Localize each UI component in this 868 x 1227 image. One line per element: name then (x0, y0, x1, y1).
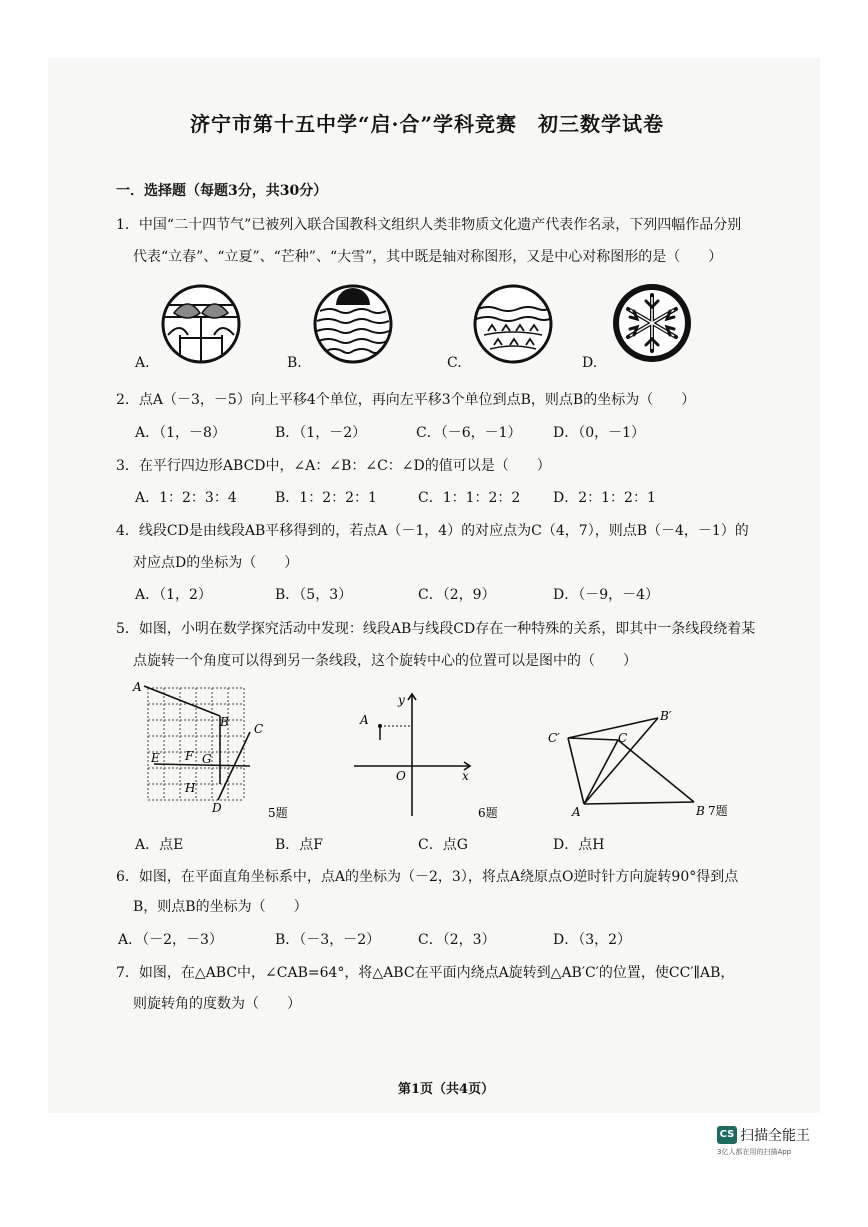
fig5-label-a: A (133, 680, 142, 694)
q5-option-b[interactable]: B．点F (275, 837, 324, 853)
scanner-watermark (717, 1124, 817, 1157)
q6-option-c[interactable]: C．（2，3） (418, 932, 496, 948)
q4-text-line1: 4．线段CD是由线段AB平移得到的，若点A（－1，4）的对应点为C（4，7），则点B（－4，－1）的 (116, 523, 749, 539)
q3-text: 3．在平行四边形ABCD中，∠A：∠B：∠C：∠D的值可以是（ ） (116, 458, 551, 474)
q7-text-line2: 则旋转角的度数为（ ） (133, 996, 301, 1012)
fig5-label-h: H (185, 781, 196, 795)
fig7-label-c-prime: C′ (548, 731, 560, 745)
fig7-label-c: C (618, 731, 628, 745)
q2-option-b[interactable]: B．（1，－2） (275, 425, 367, 441)
q5-option-c[interactable]: C．点G (418, 837, 468, 853)
q3-option-c[interactable]: C．1：1：2：2 (418, 490, 521, 506)
solar-term-mangzhong-image (472, 283, 554, 365)
q6-option-a[interactable]: A．（－2，－3） (118, 932, 223, 948)
q6-option-d[interactable]: D．（3，2） (553, 932, 632, 948)
solar-term-daxue-image (610, 281, 694, 365)
section-heading: 一．选择题（每题3分，共30分） (116, 183, 328, 199)
q2-option-c[interactable]: C．（－6，－1） (416, 425, 522, 441)
fig5-label-g: G (202, 752, 212, 766)
page-title: 济宁市第十五中学“启·合”学科竞赛 初三数学试卷 (190, 112, 664, 136)
q5-option-a[interactable]: A．点E (135, 837, 184, 853)
q4-option-d[interactable]: D．（－9，－4） (553, 587, 660, 603)
q5-option-d[interactable]: D．点H (553, 837, 605, 853)
fig5-label-c: C (254, 722, 264, 736)
q1-option-b[interactable]: B. (287, 355, 302, 371)
solar-term-lixia-image (312, 283, 394, 365)
fig7-label-a: A (572, 805, 581, 819)
q5-text-line2: 点旋转一个角度可以得到另一条线段，这个旋转中心的位置可以是图中的（ ） (133, 653, 637, 669)
q4-option-b[interactable]: B．（5，3） (275, 587, 353, 603)
q3-option-a[interactable]: A．1：2：3：4 (135, 490, 237, 506)
q4-option-a[interactable]: A．（1，2） (135, 587, 212, 603)
q1-option-a[interactable]: A. (135, 355, 150, 371)
figure-6-coordinate-plane (350, 688, 510, 822)
q1-option-d[interactable]: D. (582, 355, 598, 371)
q6-text-line1: 6．如图，在平面直角坐标系中，点A的坐标为（－2，3），将点A绕原点O逆时针方向旋转90°得到点 (116, 869, 739, 885)
solar-term-lichun-image (160, 283, 242, 365)
fig5-caption: 5题 (268, 806, 288, 820)
fig7-caption: 7题 (708, 804, 728, 818)
q1-text-line2: 代表“立春”、“立夏”、“芒种”、“大雪”，其中既是轴对称图形，又是中心对称图形的是（ ） (133, 249, 723, 265)
fig6-label-a: A (360, 713, 369, 727)
fig5-label-d: D (212, 801, 222, 815)
figure-7-triangle-rotation (540, 700, 740, 824)
figure-5-grid (130, 676, 300, 822)
fig5-label-b: B (220, 715, 229, 729)
q2-text: 2．点A（－3，－5）向上平移4个单位，再向左平移3个单位到点B，则点B的坐标为（ ） (116, 392, 696, 408)
page-footer: 第1页（共4页） (398, 1082, 495, 1097)
fig6-label-o: O (396, 769, 406, 783)
watermark-tagline: 3亿人都在用的扫描App (717, 1147, 792, 1156)
q3-option-d[interactable]: D．2：1：2：1 (553, 490, 656, 506)
fig5-label-f: F (185, 749, 194, 763)
q7-text-line1: 7．如图，在△ABC中，∠CAB=64°，将△ABC在平面内绕点A旋转到△AB′C′的位置，使CC′∥AB， (116, 965, 735, 981)
q2-option-a[interactable]: A．（1，－8） (135, 425, 226, 441)
q4-option-c[interactable]: C．（2，9） (418, 587, 496, 603)
fig6-label-x: x (462, 769, 469, 783)
q1-option-c[interactable]: C. (447, 355, 462, 371)
q3-option-b[interactable]: B．1：2：2：1 (275, 490, 377, 506)
fig6-caption: 6题 (478, 806, 498, 820)
fig6-label-y: y (398, 693, 405, 707)
q2-option-d[interactable]: D．（0，－1） (553, 425, 646, 441)
q1-text-line1: 1．中国“二十四节气”已被列入联合国教科文组织人类非物质文化遗产代表作名录，下列四幅作品分别 (116, 217, 742, 233)
q4-text-line2: 对应点D的坐标为（ ） (133, 555, 299, 571)
camscanner-logo-icon: CS (717, 1126, 737, 1144)
q6-text-line2: B，则点B的坐标为（ ） (133, 899, 308, 915)
q6-option-b[interactable]: B．（－3，－2） (275, 932, 381, 948)
fig7-label-b-prime: B′ (660, 709, 672, 723)
fig5-label-e: E (151, 751, 160, 765)
q5-text-line1: 5．如图，小明在数学探究活动中发现：线段AB与线段CD存在一种特殊的关系，即其中一条线段绕着某 (116, 621, 756, 637)
fig7-label-b: B (696, 804, 705, 818)
watermark-name: 扫描全能王 (740, 1127, 810, 1144)
